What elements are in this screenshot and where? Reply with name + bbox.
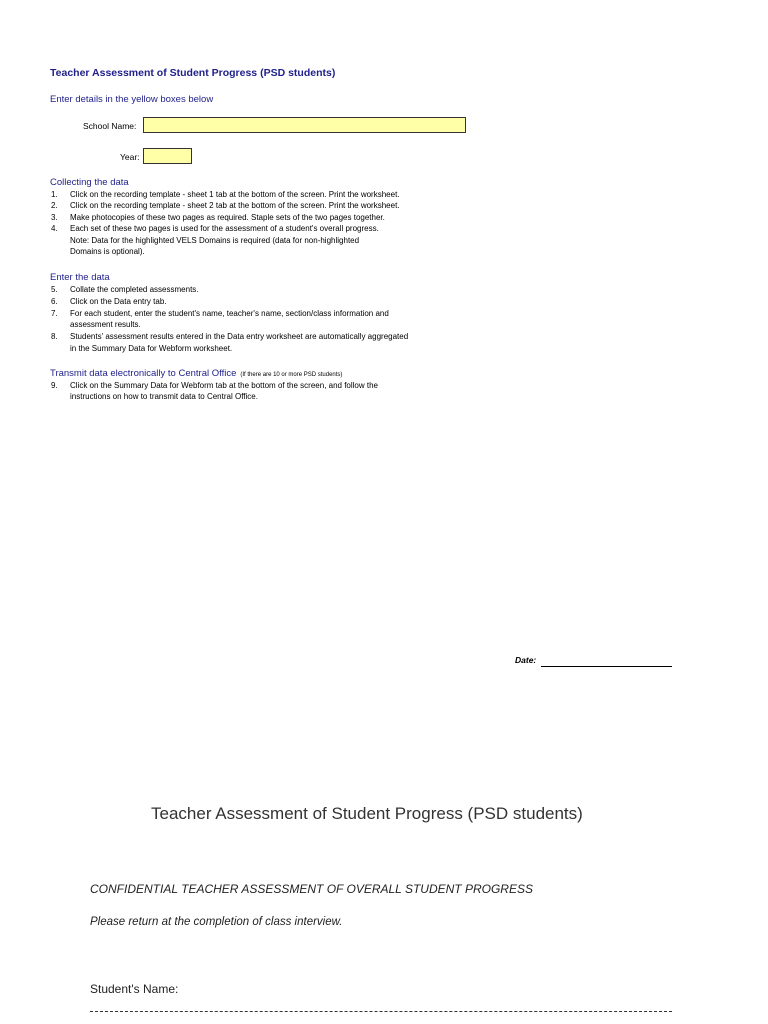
note-text: Note: Data for the highlighted VELS Domains is required (data for non-highlighted [70, 236, 360, 245]
school-name-field[interactable] [143, 117, 466, 133]
list-item-continuation: assessment results. [70, 320, 141, 329]
confidential-heading: CONFIDENTIAL TEACHER ASSESSMENT OF OVERALL STUDENT PROGRESS [90, 882, 533, 896]
year-label: Year: [120, 152, 140, 162]
transmit-note: (If there are 10 or more PSD students) [240, 372, 343, 378]
year-field[interactable] [143, 148, 192, 164]
page-title: Teacher Assessment of Student Progress (PSD students) [50, 67, 336, 79]
section-heading-enter: Enter the data [50, 272, 110, 283]
note-text: Domains is optional). [70, 247, 145, 256]
school-name-label: School Name: [83, 121, 137, 131]
return-instruction: Please return at the completion of class interview. [90, 916, 343, 928]
student-name-label: Student's Name: [90, 982, 179, 996]
list-item-continuation: in the Summary Data for Webform worksheet. [70, 344, 233, 353]
dashed-divider [90, 1011, 672, 1012]
list-item-continuation: instructions on how to transmit data to Central Office. [70, 392, 258, 401]
instruction-text: Enter details in the yellow boxes below [50, 94, 214, 105]
form-title: Teacher Assessment of Student Progress (PSD students) [151, 804, 583, 823]
section-heading-transmit: Transmit data electronically to Central Office (If there are 10 or more PSD students) [50, 368, 343, 379]
date-label: Date: [515, 655, 537, 665]
section-heading-collecting: Collecting the data [50, 177, 129, 188]
date-line[interactable] [541, 666, 672, 667]
